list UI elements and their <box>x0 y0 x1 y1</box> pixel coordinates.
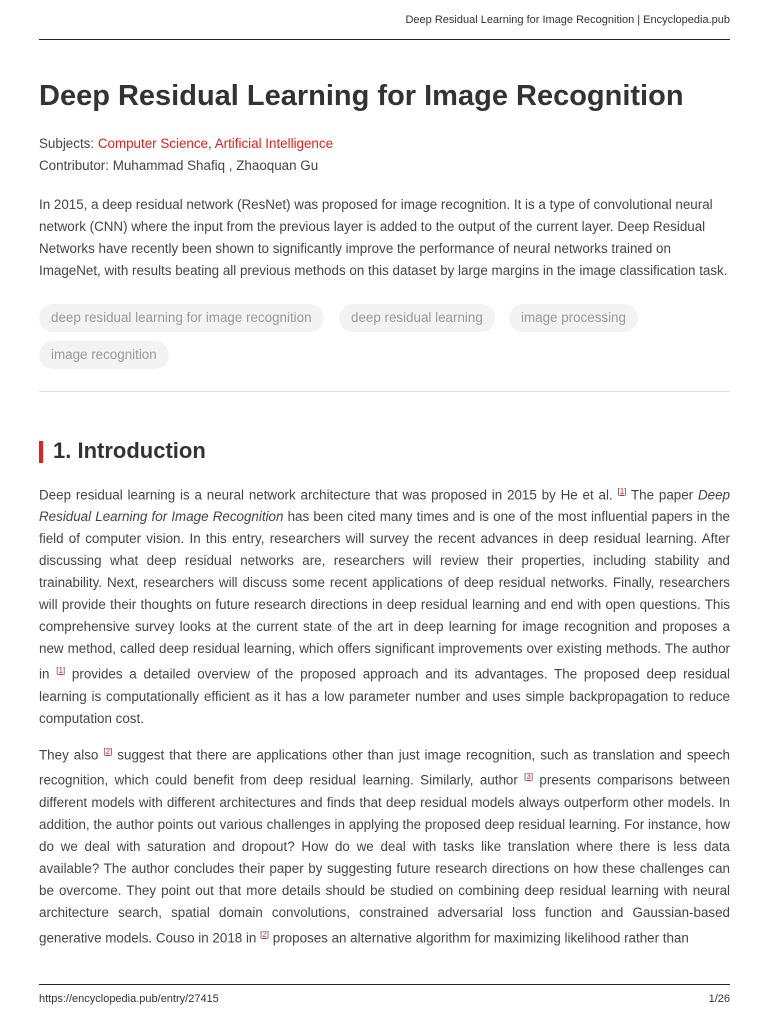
paragraph-text: The paper <box>631 487 694 503</box>
footer-rule <box>39 984 730 985</box>
intro-paragraph-2 <box>39 741 730 949</box>
citation: [1] <box>617 487 627 496</box>
abstract: In 2015, a deep residual network (ResNet) was proposed for image recognition. It is a type of convolutional neural network (CNN) where the input from the previous layer is added to the output of the current layer. Deep Residual Networks have recently been shown to significantly improve the performance of neural networks trained on ImageNet, with results beating all previous methods on this dataset by large margins in the image classification task. <box>39 197 728 278</box>
citation: [1] <box>56 666 66 676</box>
subject-link-computer-science[interactable]: Computer Science <box>97 136 208 151</box>
running-header: Deep Residual Learning for Image Recognition | Encyclopedia.pub <box>405 14 730 26</box>
contributor-names: Muhammad Shafiq , Zhaoquan Gu <box>112 158 319 173</box>
keyword-tag[interactable]: image recognition <box>39 341 169 369</box>
citation-link[interactable]: 1 <box>58 666 63 676</box>
section-divider <box>39 391 730 392</box>
subjects-label: Subjects: <box>39 136 95 151</box>
intro-paragraph-1 <box>39 481 730 730</box>
paragraph-text: provides a detailed overview of the proposed approach and its advantages. The proposed deep residual learning is computationally efficient as it has a low parameter number and uses simple backpropagation to reduce computation cost. <box>39 666 730 726</box>
citation: [3] <box>524 772 534 782</box>
paragraph-text: They also <box>39 747 99 763</box>
article-title: Deep Residual Learning for Image Recognition <box>39 80 684 112</box>
header-rule <box>39 39 730 40</box>
section-heading-text: 1. Introduction <box>53 438 206 463</box>
citation-link[interactable]: 3 <box>526 772 531 782</box>
citation-link[interactable]: 1 <box>619 487 625 496</box>
paragraph-text: proposes an alternative algorithm for maximizing likelihood rather than <box>272 930 689 946</box>
keyword-tag[interactable]: deep residual learning <box>339 304 495 332</box>
subjects-line: Subjects: Computer Science, Artificial Intelligence <box>39 136 334 151</box>
keyword-tag[interactable]: deep residual learning for image recognition <box>39 304 324 332</box>
contributor-label: Contributor: <box>39 158 109 173</box>
subject-link-artificial-intelligence[interactable]: Artificial Intelligence <box>214 136 334 151</box>
page-number: 1/26 <box>708 993 730 1005</box>
citation-link[interactable]: 2 <box>105 747 111 756</box>
paper-title-italic: Deep Residual Learning for Image Recognition <box>39 487 730 525</box>
paragraph-text: has been cited many times and is one of the most influential papers in the field of computer vision. In this entry, researchers will survey the recent advances in deep residual learning. After discussing what deep residual networks are, researchers will review their properties, including stability and trainability. Next, researchers will discuss some recent applications of deep residual networks. Finally, researchers will provide their thoughts on future research directions in deep residual learning and end with open questions. This comprehensive survey looks at the current state of the art in deep learning for image recognition and proposes a new method, called deep residual learning, which offers significant improvements over existing methods. The author in <box>39 509 730 682</box>
citation: [2] <box>103 747 113 756</box>
footer-url[interactable]: https://encyclopedia.pub/entry/27415 <box>39 993 219 1005</box>
paragraph-text: suggest that there are applications other than just image recognition, such as translation and speech recognition, which could benefit from deep residual learning. Similarly, author <box>39 747 730 788</box>
citation-link[interactable]: 2 <box>262 929 267 939</box>
paragraph-text: presents comparisons between different models with different architectures and finds that deep residual models always outperform other models. In addition, the author points out various challenges in applying the proposed deep residual learning. For instance, how do we deal with saturation and dropout? How do we deal with tasks like translation where there is less data available? The author concludes their paper by suggesting future research directions on how these challenges can be overcome. They point out that more details should be studied on combining deep residual learning with neural architecture search, spatial domain convolutions, constrained adversarial loss function and Gaussian-based generative models. Couso in 2018 in <box>39 772 730 946</box>
paragraph-text: Deep residual learning is a neural network architecture that was proposed in 2015 by He et al. <box>39 487 613 503</box>
section-accent-bar <box>39 441 43 463</box>
citation: [2] <box>260 929 270 939</box>
contributor-line <box>39 158 318 173</box>
keyword-tag[interactable]: image processing <box>509 304 638 332</box>
